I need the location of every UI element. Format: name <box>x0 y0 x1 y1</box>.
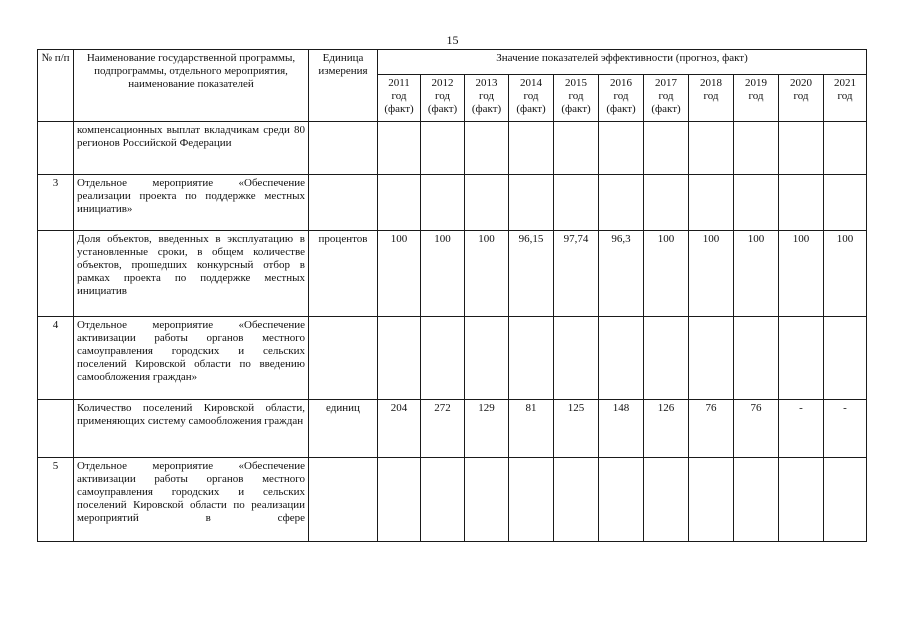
header-year-note: (факт) <box>471 103 502 115</box>
row-number <box>38 122 74 175</box>
value-cell-2011 <box>378 175 421 231</box>
header-row-top <box>38 50 867 75</box>
row-number <box>38 231 74 317</box>
value-cell-2012: 272 <box>421 400 465 458</box>
header-year-2019 <box>734 75 779 122</box>
value-cell-2019 <box>734 458 779 542</box>
value-cell-2017: 126 <box>644 400 689 458</box>
header-year-year: 2018 <box>700 77 722 89</box>
row-number: 4 <box>38 317 74 400</box>
value-cell-2011: 100 <box>378 231 421 317</box>
value-cell-2014: 96,15 <box>509 231 554 317</box>
value-cell-2021: - <box>824 400 867 458</box>
table-row <box>38 458 867 542</box>
table-body <box>38 122 867 542</box>
header-year-year: 2014 <box>520 77 542 89</box>
value-cell-2011 <box>378 122 421 175</box>
value-cell-2016 <box>599 317 644 400</box>
table-row <box>38 317 867 400</box>
row-unit <box>309 458 378 542</box>
value-cell-2020 <box>779 458 824 542</box>
value-cell-2019 <box>734 122 779 175</box>
header-year-year: 2011 <box>388 77 410 89</box>
value-cell-2018 <box>689 122 734 175</box>
value-cell-2020 <box>779 317 824 400</box>
row-name: Отдельное мероприятие «Обеспечение реализации проекта по поддержке местных инициатив» <box>74 175 309 231</box>
value-cell-2018 <box>689 317 734 400</box>
value-cell-2021: 100 <box>824 231 867 317</box>
header-year-year: 2020 <box>790 77 812 89</box>
row-name: Отдельное мероприятие «Обеспечение активизации работы органов местного самоуправления городских и сельских поселений Кировской области по реализации мероприятий в сфере <box>74 458 309 542</box>
value-cell-2016 <box>599 458 644 542</box>
value-cell-2019 <box>734 317 779 400</box>
value-cell-2013: 129 <box>465 400 509 458</box>
row-name: Отдельное мероприятие «Обеспечение активизации работы органов местного самоуправления городских и сельских поселений Кировской области по введению самообложения граждан» <box>74 317 309 400</box>
row-number <box>38 400 74 458</box>
row-number: 5 <box>38 458 74 542</box>
value-cell-2019: 100 <box>734 231 779 317</box>
value-cell-2013 <box>465 122 509 175</box>
value-cell-2013: 100 <box>465 231 509 317</box>
value-cell-2020: 100 <box>779 231 824 317</box>
value-cell-2017 <box>644 122 689 175</box>
header-year-year: 2021 <box>834 77 857 89</box>
value-cell-2015 <box>554 122 599 175</box>
header-year-note: (факт) <box>651 103 681 115</box>
page-number: 15 <box>446 33 459 47</box>
header-year-note: (факт) <box>606 103 636 115</box>
header-year-2014 <box>509 75 554 122</box>
row-name: Количество поселений Кировской области, применяющих систему самообложения граждан <box>74 400 309 458</box>
value-cell-2018: 76 <box>689 400 734 458</box>
header-year-2020 <box>779 75 824 122</box>
header-year-year: 2016 <box>610 77 632 89</box>
table-row <box>38 122 867 175</box>
header-year-2012 <box>421 75 465 122</box>
row-unit <box>309 122 378 175</box>
value-cell-2021 <box>824 458 867 542</box>
value-cell-2014 <box>509 122 554 175</box>
value-cell-2014 <box>509 458 554 542</box>
value-cell-2012 <box>421 122 465 175</box>
value-cell-2011 <box>378 317 421 400</box>
value-cell-2011: 204 <box>378 400 421 458</box>
value-cell-2021 <box>824 122 867 175</box>
table-row <box>38 400 867 458</box>
header-year-word: год <box>613 90 629 102</box>
value-cell-2016: 148 <box>599 400 644 458</box>
header-year-word: год <box>793 90 809 102</box>
header-year-note: (факт) <box>427 103 458 115</box>
header-num: № п/п <box>38 50 74 122</box>
value-cell-2015 <box>554 317 599 400</box>
header-year-note: (факт) <box>384 103 414 115</box>
value-cell-2015 <box>554 458 599 542</box>
value-cell-2018 <box>689 458 734 542</box>
value-cell-2013 <box>465 175 509 231</box>
value-cell-2012 <box>421 317 465 400</box>
value-cell-2013 <box>465 317 509 400</box>
header-year-word: год <box>837 90 853 102</box>
header-year-year: 2013 <box>475 77 498 89</box>
row-name: компенсационных выплат вкладчикам среди 80 регионов Российской Федерации <box>74 122 309 175</box>
header-year-word: год <box>748 90 764 102</box>
row-unit <box>309 317 378 400</box>
header-year-year: 2017 <box>655 77 677 89</box>
value-cell-2017 <box>644 317 689 400</box>
value-cell-2019 <box>734 175 779 231</box>
value-cell-2011 <box>378 458 421 542</box>
header-year-2015 <box>554 75 599 122</box>
value-cell-2014 <box>509 317 554 400</box>
header-year-2016 <box>599 75 644 122</box>
header-year-2013 <box>465 75 509 122</box>
value-cell-2020: - <box>779 400 824 458</box>
value-cell-2015 <box>554 175 599 231</box>
header-year-2018 <box>689 75 734 122</box>
row-unit: единиц <box>309 400 378 458</box>
header-year-word: год <box>523 90 539 102</box>
value-cell-2017: 100 <box>644 231 689 317</box>
row-unit <box>309 175 378 231</box>
table-row <box>38 175 867 231</box>
value-cell-2012 <box>421 458 465 542</box>
header-year-word: год <box>703 90 719 102</box>
header-year-word: год <box>434 90 451 102</box>
value-cell-2012: 100 <box>421 231 465 317</box>
value-cell-2017 <box>644 458 689 542</box>
header-year-year: 2012 <box>431 77 454 89</box>
value-cell-2016 <box>599 175 644 231</box>
row-unit: процентов <box>309 231 378 317</box>
value-cell-2014: 81 <box>509 400 554 458</box>
header-year-2011 <box>378 75 421 122</box>
row-number: 3 <box>38 175 74 231</box>
header-year-year: 2015 <box>565 77 587 89</box>
header-year-note: (факт) <box>561 103 591 115</box>
header-year-word: год <box>478 90 495 102</box>
value-cell-2020 <box>779 122 824 175</box>
indicators-table <box>37 49 867 542</box>
header-name: Наименование государственной программы, подпрограммы, отдельного мероприятия, наименование показателей <box>74 50 309 122</box>
value-cell-2019: 76 <box>734 400 779 458</box>
value-cell-2013 <box>465 458 509 542</box>
value-cell-2018: 100 <box>689 231 734 317</box>
header-year-note: (факт) <box>516 103 546 115</box>
value-cell-2021 <box>824 175 867 231</box>
header-year-word: год <box>391 90 407 102</box>
value-cell-2015: 125 <box>554 400 599 458</box>
value-cell-2016 <box>599 122 644 175</box>
header-values-group: Значение показателей эффективности (прогноз, факт) <box>378 50 867 75</box>
value-cell-2020 <box>779 175 824 231</box>
header-year-year: 2019 <box>745 77 767 89</box>
value-cell-2012 <box>421 175 465 231</box>
header-unit: Единица измерения <box>309 50 378 122</box>
row-name: Доля объектов, введенных в эксплуатацию в установленные сроки, в общем количестве объектов, прошедших конкурсный отбор в рамках проекта по поддержке местных инициатив <box>74 231 309 317</box>
header-year-word: год <box>658 90 674 102</box>
header-year-word: год <box>568 90 584 102</box>
header-year-2017 <box>644 75 689 122</box>
table-row <box>38 231 867 317</box>
value-cell-2015: 97,74 <box>554 231 599 317</box>
header-year-2021 <box>824 75 867 122</box>
value-cell-2021 <box>824 317 867 400</box>
value-cell-2016: 96,3 <box>599 231 644 317</box>
value-cell-2014 <box>509 175 554 231</box>
value-cell-2017 <box>644 175 689 231</box>
value-cell-2018 <box>689 175 734 231</box>
